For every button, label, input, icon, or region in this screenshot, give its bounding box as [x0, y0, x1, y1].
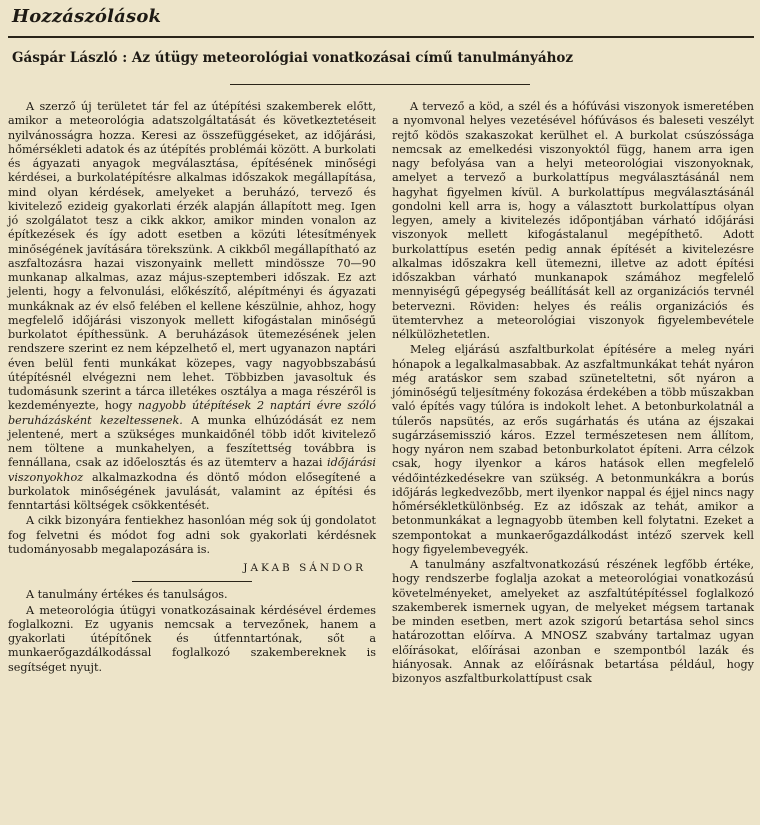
section-title: Hozzászólások: [12, 6, 162, 27]
left-paragraph-3: A tanulmány értékes és tanulságos.: [26, 588, 228, 602]
right-paragraph-2: Meleg eljárású aszfaltburkolat építésére a meleg nyári hónapok a legalkalmasabbak. Az aszfaltmunkákat tehát nyáron még aratáskor sem szabad szüneteltetni, sőt nyáron a jóminőségű teljesítmény fokozása érdekében a több műszakban való építés vagy túlóra is indokolt lehet. A betonburkolatnál a túlerős napsütés, az erős sugárhatás és utána az éjszakai sugárzásemisszió káros. Ezzel természetesen nem állítom, hogy nyáron nem szabad betonburkolatot építeni. Arra célzok csak, hogy ilyenkor a káros hatások ellen megfelelő védőintézkedésekre van szükség. A betonmunkákra a borús időjárás legkedvezőbb, mert ilyenkor nappal és éjjel nincs nagy hőmérsékletkülönbség. Ez az időszak az tehát, amikor a betonmunkákat a legnagyobb ütemben kell folytatni. Ezeket a szempontokat a munkaerőgazdálkodást intéző szervek kell hogy figyelembevegyék.: [392, 343, 754, 556]
right-paragraph-3: A tanulmány aszfaltvonatkozású részének legfőbb értéke, hogy rendszerbe foglalja azokat a meteorológiai vonatkozású követelményeket, amelyeket az aszfaltútépítéssel foglalkozó szakemberek ismernek ugyan, de melyeket mégsem tartanak be minden esetben, mert azok szigorú betartása sehol sincs határozottan előírva. A MNOSZ szabvány tartalmaz ugyan előírásokat, előírásai azonban e szempontból lazák és hiányosak. Annak az előírásnak betartása például, hogy bizonyos aszfaltburkolattípust csak: [392, 558, 754, 685]
signature: JAKAB SÁNDOR: [243, 562, 366, 574]
right-paragraph-1: A tervező a köd, a szél és a hófúvási viszonyok ismeretében a nyomvonal helyes vezetésével hófúvásos és baleseti veszélyt rejtő ködös szakaszokat kerülhet el. A burkolat csúszóssága nemcsak az emelkedési viszonyoktól függ, hanem arra igen nagy befolyása van a helyi meteorológiai viszonyoknak, amelyet a tervező a burkolattípus megválasztásánál nem hagyhat figyelmen kívül. A burkolattípus megválasztásánál gondolni kell arra is, hogy a választott burkolattípus olyan legyen, amely a kivitelezés időpontjában várható időjárási viszonyok mellett kifogástalanul megépíthető. Adott burkolattípus esetén pedig annak építését a kivitelezésre alkalmas időszakra kell ütemezni, illetve az adott építési időszakban várható munkanapok számához megfelelő mennyiségű gépegység beállítását kell az organizációs tervnél betervezni. Röviden: helyes és reális organizációs és ütemtervhez a meteorológiai viszonyok figyelembevétele nélkülözhetetlen.: [392, 100, 754, 341]
title-rule: [230, 84, 530, 85]
left-p1-end: alkalmazkodna és döntő módon elősegítené a burkolatok minőségének javulását, valamint az építési és fenntartási költségek csökkentését.: [8, 470, 376, 512]
left-paragraph-1: [8, 100, 376, 513]
left-p1-italic2: időjárási viszonyokhoz: [8, 456, 376, 484]
article-title: Gáspár László : Az útügy meteorológiai vonatkozásai című tanulmányához: [12, 50, 574, 66]
header-rule: [8, 36, 754, 38]
right-column: [392, 100, 754, 686]
left-paragraph-4: A meteorológia útügyi vonatkozásainak kérdésével érdemes foglalkozni. Ez ugyanis nemcsak a tervezőnek, hanem a gyakorlati útépítőnek és útfenntartónak, sőt a munkaerőgazdálkodással foglalkozó szakembereknek is segítséget nyujt.: [8, 603, 376, 674]
left-column: [8, 100, 376, 675]
left-p1-cont: A munka elhúzódását ez nem jelentené, mert a szükséges munkaidőnél több időt kivitelező nem töltene a munkahelyen, a feszítettség továbbra is fennállana, csak az időelosztás és az ütemterv a hazai: [8, 413, 376, 470]
signature-rule: [132, 581, 252, 582]
left-p1-text: A szerző új területet tár fel az útépítési szakemberek előtt, amikor a meteorológia adatszolgáltatását és következtetéseit nyilvánosságra hozza. Keresi az összefüggéseket, az időjárási, hőmérsékleti adatok és az útépítés problémái között. A burkolati és ágyazati anyagok megválasztása, építésének minőségi kérdései, a burkolatépítésre alkalmas időszakok megállapítása, mind olyan kérdések, amelyeket a beruházó, tervező és kivitelező ezideig gyakorlati érzék alapján állapított meg. Igen jó szolgálatot tesz a cikk akkor, amikor minden vonalon az építkezések és így adott esetben a közúti létesítmények minőségének javítására törekszünk. A cikkből megállapítható az aszfaltozásra hazai viszonyaink mellett mindössze 70—90 munkanap alkalmas, azaz május-szeptemberi időszak. Ez azt jelenti, hogy a felvonulási, előkészítő, alépítményi és ágyazati munkáknak az év első felében el kellene készülnie, ahhoz, hogy megfelelő időjárási viszonyok mellett kifogástalan minőségű burkolatot építhessünk. A beruházások ütemezésének jelen rendszere szerint ez nem képzelhető el, mert ugyanazon naptári éven belül fenti munkákat közepes, vagy nagyobbszabású útépítésnél elvégezni nem lehet. Többizben javasoltuk és tudomásunk szerint a tárca illetékes osztálya a maga részéről is kezdeményezte, hogy: [8, 100, 376, 413]
left-paragraph-2: A cikk bizonyára fentiekhez hasonlóan még sok új gondolatot fog felvetni és módot fog adni sok gyakorlati kérdésnek tudományosabb megalapozására is.: [8, 514, 376, 556]
left-p1-italic: nagyobb útépítések 2 naptári évre szóló beruházásként kezeltessenek.: [8, 399, 377, 427]
